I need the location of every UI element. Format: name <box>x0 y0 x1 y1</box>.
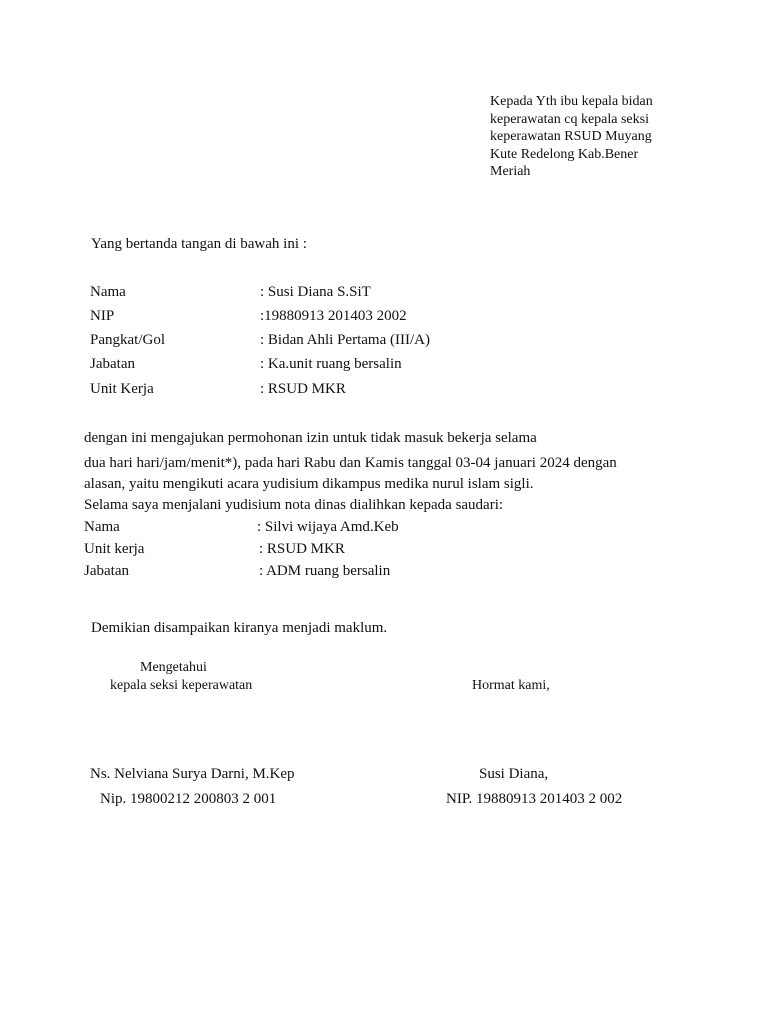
applicant-label-rank: Pangkat/Gol <box>90 332 165 348</box>
applicant-value-position: : Ka.unit ruang bersalin <box>260 356 402 372</box>
body-line: dua hari hari/jam/menit*), pada hari Rabu dan Kamis tanggal 03-04 januari 2024 dengan <box>84 455 617 471</box>
acknowledged-label: Mengetahui <box>140 660 207 675</box>
recipient-line: keperawatan RSUD Muyang <box>490 129 652 144</box>
applicant-label-position: Jabatan <box>90 356 135 372</box>
signer-nip-left: Nip. 19800212 200803 2 001 <box>100 791 277 807</box>
body-line: Selama saya menjalani yudisium nota dinas dialihkan kepada saudari: <box>84 497 504 513</box>
signer-name-left: Ns. Nelviana Surya Darni, M.Kep <box>90 766 295 782</box>
body-line: dengan ini mengajukan permohonan izin untuk tidak masuk bekerja selama <box>84 430 537 446</box>
applicant-value-name: : Susi Diana S.SiT <box>260 284 371 300</box>
delegate-value-position: : ADM ruang bersalin <box>259 563 391 579</box>
signer-name-right: Susi Diana, <box>479 766 549 782</box>
intro-text: Yang bertanda tangan di bawah ini : <box>91 236 307 252</box>
recipient-line: Kute Redelong Kab.Bener <box>490 146 639 162</box>
regards-label: Hormat kami, <box>472 678 550 693</box>
delegate-label-position: Jabatan <box>84 563 129 579</box>
signer-title-left: kepala seksi keperawatan <box>110 678 253 693</box>
body-line: alasan, yaitu mengikuti acara yudisium dikampus medika nurul islam sigli. <box>84 476 534 492</box>
applicant-value-unit: : RSUD MKR <box>260 381 346 397</box>
recipient-line: keperawatan cq kepala seksi <box>490 111 649 127</box>
delegate-value-unit: : RSUD MKR <box>259 541 345 557</box>
closing-text: Demikian disampaikan kiranya menjadi maklum. <box>91 620 388 636</box>
delegate-label-name: Nama <box>84 519 120 535</box>
delegate-value-name: : Silvi wijaya Amd.Keb <box>257 519 399 535</box>
recipient-line: Meriah <box>490 164 531 179</box>
delegate-label-unit: Unit kerja <box>84 541 145 557</box>
recipient-line: Kepada Yth ibu kepala bidan <box>490 94 653 109</box>
signer-nip-right: NIP. 19880913 201403 2 002 <box>446 791 623 807</box>
applicant-label-nip: NIP <box>90 308 115 324</box>
applicant-label-name: Nama <box>90 284 126 300</box>
recipient-address <box>490 93 720 181</box>
applicant-label-unit: Unit Kerja <box>90 381 154 397</box>
applicant-value-rank: : Bidan Ahli Pertama (III/A) <box>260 332 430 348</box>
applicant-value-nip: :19880913 201403 2002 <box>260 308 407 324</box>
